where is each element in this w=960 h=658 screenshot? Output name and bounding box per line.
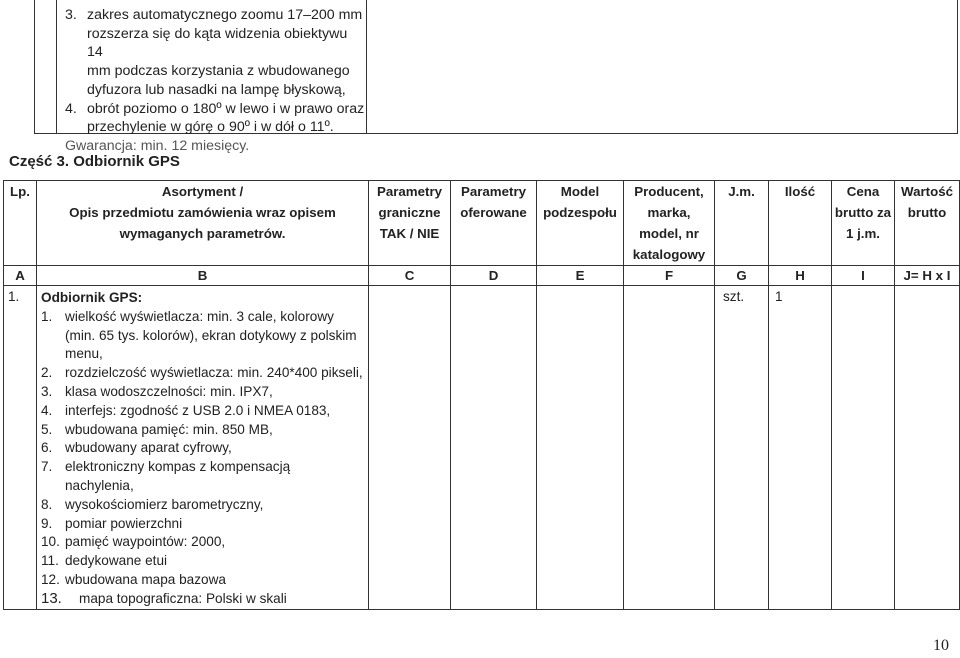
header-asortyment: Asortyment / Opis przedmiotu zamówienia wraz opisem wymaganych parametrów. bbox=[37, 181, 369, 266]
header-cena: Cena brutto za 1 j.m. bbox=[832, 181, 895, 266]
column-letters-row bbox=[4, 266, 960, 286]
list-item: 9. pomiar powierzchni bbox=[41, 515, 183, 531]
list-item: 13. mapa topograficzna: Polski w skali bbox=[41, 589, 287, 607]
section-heading: Część 3. Odbiornik GPS bbox=[9, 153, 180, 170]
order-table bbox=[3, 180, 960, 610]
row-cena bbox=[832, 286, 895, 610]
column-letter: I bbox=[832, 266, 895, 286]
prev-table-cell-lp bbox=[34, 0, 57, 134]
column-letter: J= H x I bbox=[895, 266, 960, 286]
page-number: 10 bbox=[933, 637, 949, 654]
list-item: 8. wysokościomierz barometryczny, bbox=[41, 496, 264, 512]
header-parametry-oferowane: Parametry oferowane bbox=[451, 181, 537, 266]
list-item: 12. wbudowana mapa bazowa bbox=[41, 571, 226, 587]
list-item: 3. klasa wodoszczelności: min. IPX7, bbox=[41, 383, 273, 399]
list-item: 2. rozdzielczość wyświetlacza: min. 240*400 pikseli, bbox=[41, 365, 363, 381]
row-wartosc bbox=[895, 286, 960, 610]
row-parametry-oferowane bbox=[451, 286, 537, 610]
header-producent: Producent, marka, model, nr katalogowy bbox=[624, 181, 715, 266]
list-item: 11. dedykowane etui bbox=[41, 553, 168, 569]
column-letter: G bbox=[715, 266, 769, 286]
row-lp: 1. bbox=[4, 286, 37, 610]
prev-spec-item: 4. obrót poziomo o 180º w lewo i w prawo oraz przechylenie w górę o 90º i w dół o 11º. bbox=[65, 100, 365, 136]
prev-spec-list bbox=[65, 6, 365, 156]
header-jm: J.m. bbox=[715, 181, 769, 266]
row-model bbox=[537, 286, 624, 610]
row-ilosc: 1 bbox=[769, 286, 832, 610]
list-item: 1. wielkość wyświetlacza: min. 3 cale, kolorowy (min. 65 tys. kolorów), ekran dotykowy z polskim menu, bbox=[41, 308, 357, 362]
list-item: 5. wbudowana pamięć: min. 850 MB, bbox=[41, 421, 273, 437]
table-row bbox=[4, 286, 960, 610]
column-letter: E bbox=[537, 266, 624, 286]
column-letter: H bbox=[769, 266, 832, 286]
header-lp: Lp. bbox=[4, 181, 37, 266]
column-letter: B bbox=[37, 266, 369, 286]
list-item: 6. wbudowany aparat cyfrowy, bbox=[41, 440, 232, 456]
row-description bbox=[37, 286, 369, 610]
header-model: Model podzespołu bbox=[537, 181, 624, 266]
column-letter: C bbox=[369, 266, 451, 286]
table-header-row bbox=[4, 181, 960, 266]
header-ilosc: Ilość bbox=[769, 181, 832, 266]
column-letter: D bbox=[451, 266, 537, 286]
row-parametry-graniczne bbox=[369, 286, 451, 610]
prev-table-cell-desc bbox=[56, 0, 367, 154]
header-wartosc: Wartość brutto bbox=[895, 181, 960, 266]
column-letter: F bbox=[624, 266, 715, 286]
list-item: 4. interfejs: zgodność z USB 2.0 i NMEA 0183, bbox=[41, 402, 331, 418]
prev-spec-item: 3. zakres automatycznego zoomu 17–200 mm rozszerza się do kąta widzenia obiektywu 14 mm podczas korzystania z wbudowanego dyfuzora lub nasadki na lampę błyskową, bbox=[65, 7, 363, 98]
product-title: Odbiornik GPS: bbox=[41, 290, 143, 305]
prev-table-cell-params bbox=[366, 0, 958, 134]
header-parametry-graniczne: Parametry graniczne TAK / NIE bbox=[369, 181, 451, 266]
column-letter: A bbox=[4, 266, 37, 286]
row-producent bbox=[624, 286, 715, 610]
row-jm: szt. bbox=[715, 286, 769, 610]
list-item: 7. elektroniczny kompas z kompensacją nachylenia, bbox=[41, 459, 291, 493]
list-item: 10. pamięć waypointów: 2000, bbox=[41, 534, 226, 550]
warranty-text: Gwarancja: min. 12 miesięcy. bbox=[65, 137, 250, 154]
spec-list bbox=[37, 286, 368, 609]
